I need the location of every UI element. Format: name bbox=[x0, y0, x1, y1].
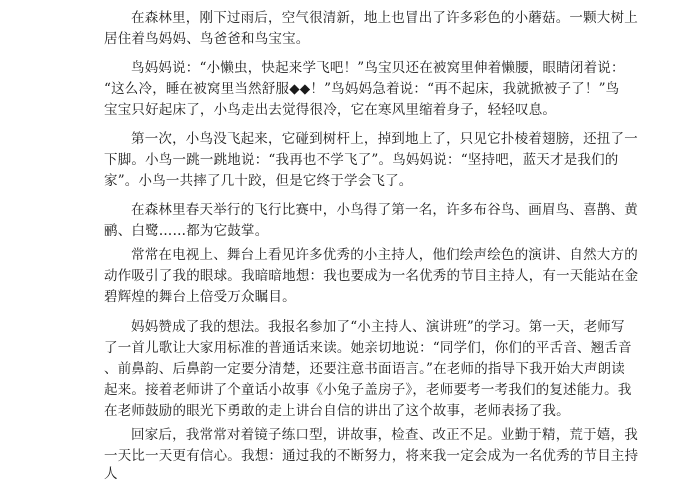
text-line: 起来。接着老师讲了个童话小故事《小兔子盖房子》，老师要考一考我们的复述能力。我 bbox=[104, 382, 632, 398]
text-line: 在森林里春天举行的飞行比赛中，小鸟得了第一名，许多布谷鸟、画眉鸟、喜鹊、黄 bbox=[131, 202, 638, 218]
text-line: 在森林里，刚下过雨后，空气很清新，地上也冒出了许多彩色的小蘑菇。一颗大树上 bbox=[131, 10, 638, 26]
text-line: “这么冷，睡在被窝里当然舒服◆◆！”鸟妈妈急着说：“再不起床，我就掀被子了！”鸟 bbox=[104, 81, 620, 97]
text-line: 鹂、白鹭……都为它鼓掌。 bbox=[104, 223, 269, 239]
text-line: 人 bbox=[104, 466, 118, 482]
text-line: 妈妈赞成了我的想法。我报名参加了“小主持人、演讲班”的学习。第一天，老师写 bbox=[131, 319, 625, 335]
text-line: 、前鼻韵、后鼻韵一定要分清楚，还要注意书面语言。”在老师的指导下我开始大声朗读 bbox=[104, 361, 625, 377]
text-line: 一天比一天更有信心。我想：通过我的不断努力，将来我一定会成为一名优秀的节目主持 bbox=[104, 448, 639, 464]
text-line: 家”。小鸟一共摔了几十跤，但是它终于学会飞了。 bbox=[104, 173, 413, 189]
text-line: 动作吸引了我的眼球。我暗暗地想：我也要成为一名优秀的节目主持人，有一天能站在金 bbox=[104, 268, 639, 284]
text-line: 常常在电视上、舞台上看见许多优秀的小主持人，他们绘声绘色的演讲、自然大方的 bbox=[131, 247, 638, 263]
text-line: 第一次，小鸟没飞起来，它碰到树杆上，掉到地上了，只见它扑棱着翅膀，还扭了一 bbox=[131, 131, 638, 147]
text-line: 在老师鼓励的眼光下勇敢的走上讲台自信的讲出了这个故事，老师表扬了我。 bbox=[104, 403, 570, 419]
text-line: 回家后，我常常对着镜子练口型，讲故事，检查、改正不足。业勤于精，荒于嬉，我 bbox=[131, 427, 638, 443]
text-line: 碧辉煌的舞台上倍受万众瞩目。 bbox=[104, 289, 296, 305]
text-line: 居住着鸟妈妈、鸟爸爸和鸟宝宝。 bbox=[104, 31, 310, 47]
text-line: 下脚。小鸟一跳一跳地说：“我再也不学飞了”。鸟妈妈说：“坚持吧，蓝天才是我们的 bbox=[104, 152, 619, 168]
text-line: 了一首儿歌让大家用标准的普通话来读。她亲切地说：“同学们，你们的平舌音、翘舌音 bbox=[104, 340, 632, 356]
text-line: 宝宝只好起床了，小鸟走出去觉得很冷，它在寒风里缩着身子，轻轻叹息。 bbox=[104, 102, 557, 118]
text-line: 鸟妈妈说：“小懒虫，快起来学飞吧！”鸟宝贝还在被窝里伸着懒腰，眼睛闭着说： bbox=[131, 60, 625, 76]
